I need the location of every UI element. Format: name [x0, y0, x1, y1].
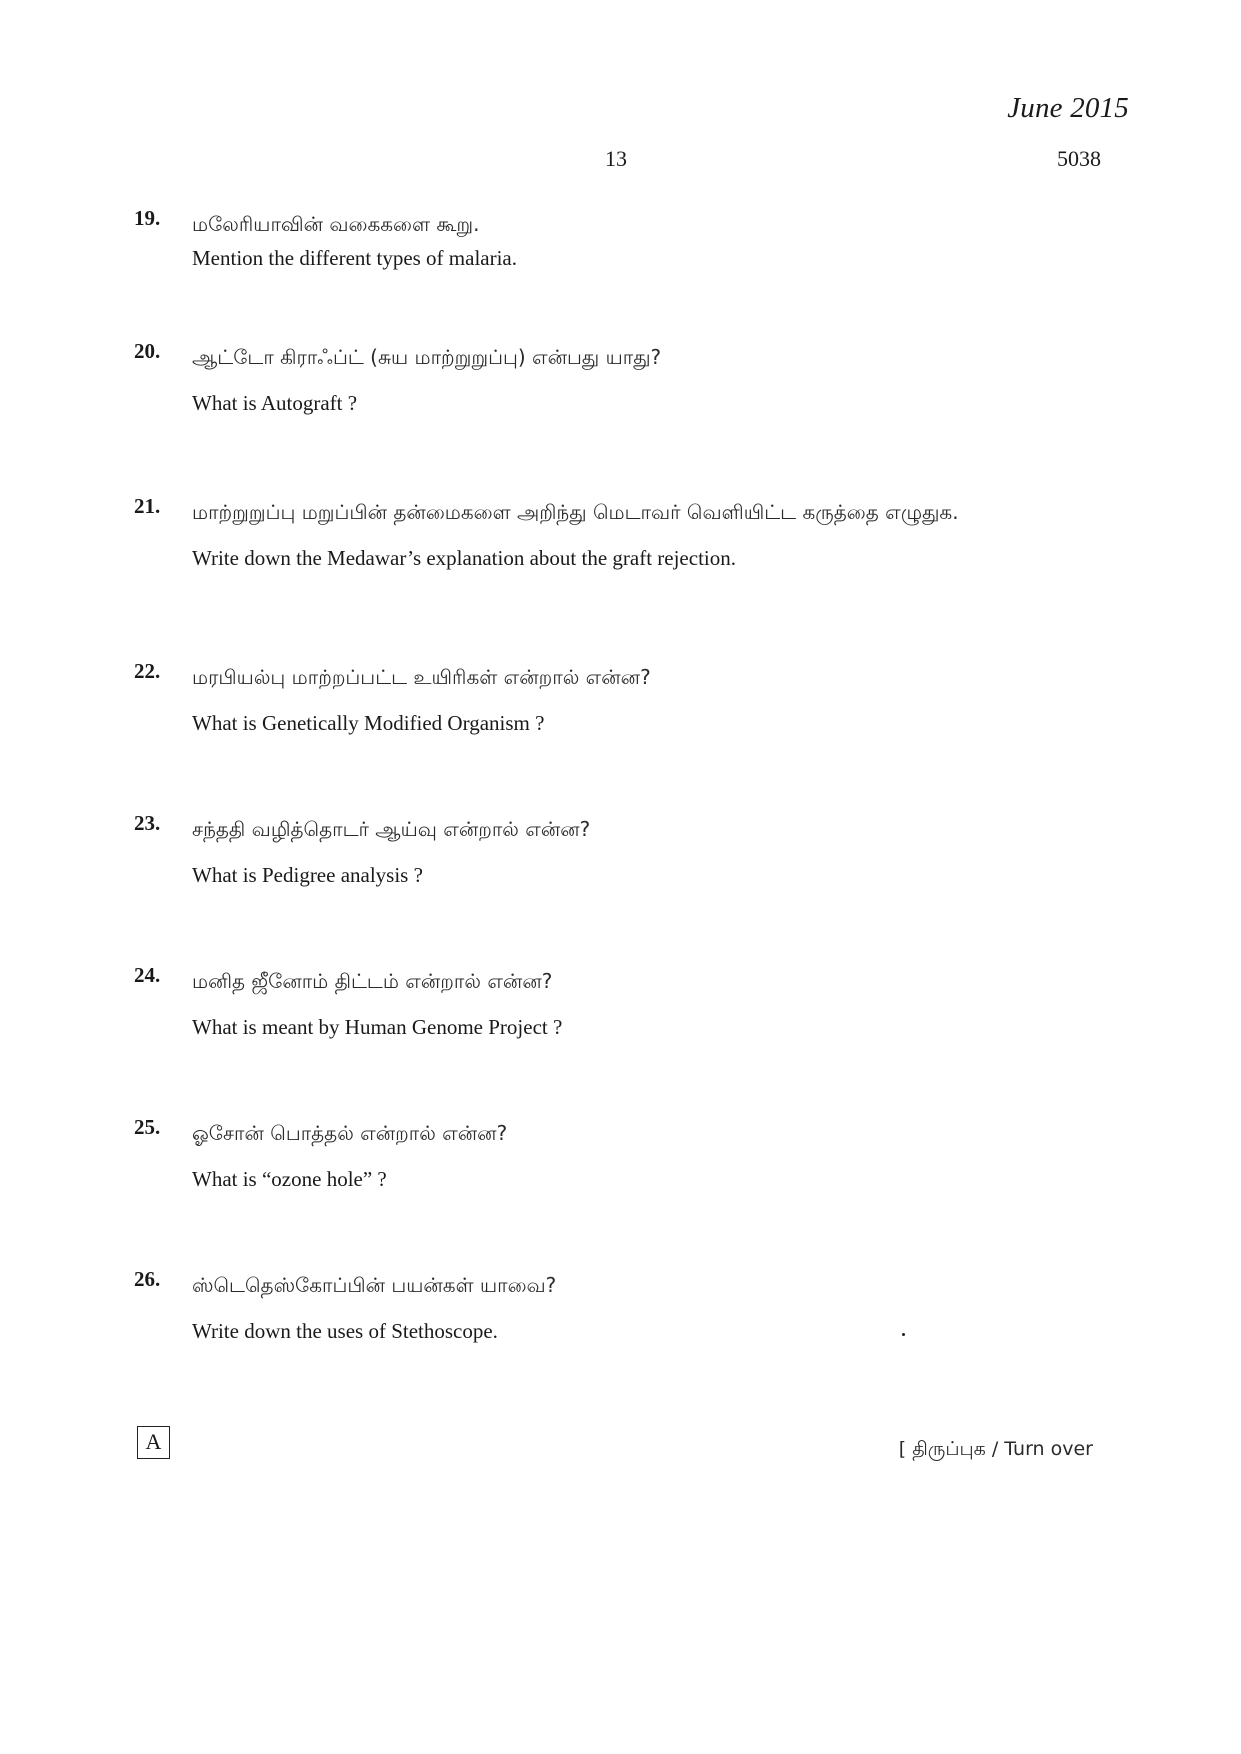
question-list: [134, 206, 1094, 1345]
question-english-text: What is Genetically Modified Organism ?: [192, 711, 545, 735]
question-number: 19.: [134, 206, 161, 230]
question-26: [134, 1267, 1094, 1345]
question-english-text: Mention the different types of malaria.: [192, 246, 518, 270]
question-number: 22.: [134, 659, 161, 683]
question-tamil-text: ஓசோன் பொத்தல் என்றால் என்ன?: [192, 1121, 508, 1145]
turn-over-note: [899, 1436, 1093, 1463]
question-tamil-text: சந்ததி வழித்தொடர் ஆய்வு என்றால் என்ன?: [192, 817, 591, 841]
paper-code: 5038: [1057, 146, 1101, 171]
question-number: 25.: [134, 1115, 161, 1139]
question-24: [134, 963, 1094, 1115]
question-number: 23.: [134, 811, 161, 835]
question-number: 26.: [134, 1267, 161, 1291]
question-english-text: What is Autograft ?: [192, 391, 358, 415]
question-tamil-text: மனித ஜீனோம் திட்டம் என்றால் என்ன?: [192, 969, 553, 993]
turn-over-text: [ திருப்புக / Turn over: [898, 1438, 1093, 1460]
question-20: [134, 339, 1094, 494]
question-number: 24.: [134, 963, 161, 987]
question-22: [134, 659, 1094, 811]
question-tamil-text: மலேரியாவின் வகைகளை கூறு.: [192, 212, 480, 236]
question-23: [134, 811, 1094, 963]
question-english-text: What is Pedigree analysis ?: [192, 863, 423, 887]
question-tamil-text: மரபியல்பு மாற்றப்பட்ட உயிரிகள் என்றால் என்ன?: [192, 665, 651, 689]
question-english-text: What is “ozone hole” ?: [192, 1167, 387, 1191]
question-number: 20.: [134, 339, 161, 363]
question-english-text: What is meant by Human Genome Project ?: [192, 1015, 563, 1039]
question-19: [134, 206, 1094, 339]
exam-date: June 2015: [1007, 92, 1129, 124]
question-tamil-text: மாற்றுறுப்பு மறுப்பின் தன்மைகளை அறிந்து மெடாவர் வெளியிட்ட கருத்தை எழுதுக.: [192, 500, 959, 524]
question-tamil-text: ஆட்டோ கிராஃப்ட் (சுய மாற்றுறுப்பு) என்பது யாது?: [192, 345, 662, 369]
question-english-text: Write down the uses of Stethoscope.: [192, 1319, 498, 1343]
question-number: 21.: [134, 494, 161, 518]
question-21: [134, 494, 1094, 659]
question-set-box: A: [137, 1426, 170, 1459]
scan-speck: [902, 1333, 905, 1336]
page-number: 13: [605, 146, 627, 171]
question-english-text: Write down the Medawar’s explanation about the graft rejection.: [192, 546, 736, 570]
question-tamil-text: ஸ்டெதெஸ்கோப்பின் பயன்கள் யாவை?: [192, 1273, 557, 1297]
question-25: [134, 1115, 1094, 1267]
